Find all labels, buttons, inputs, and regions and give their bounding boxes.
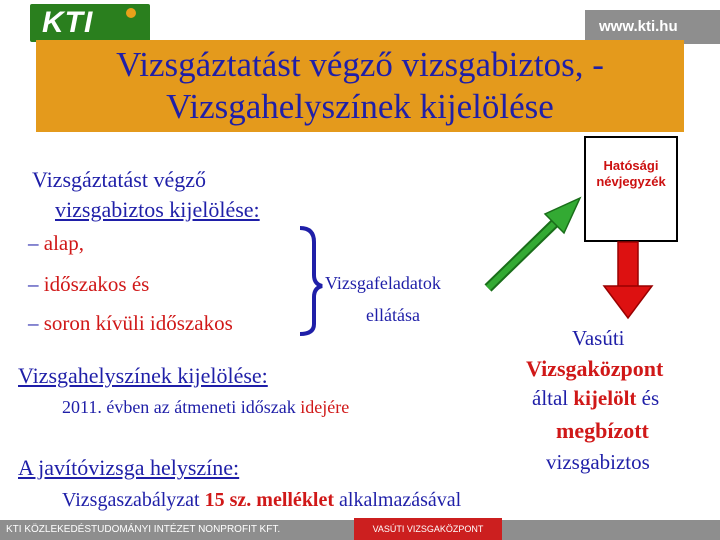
green-arrow-icon	[488, 198, 580, 288]
item-text: soron kívüli időszakos	[43, 311, 233, 335]
rule-suffix: alkalmazásával	[334, 489, 462, 511]
item-text: alap,	[43, 231, 84, 255]
dash: –	[28, 272, 44, 296]
footer-badge-text: VASÚTI VIZSGAKÖZPONT	[372, 524, 484, 534]
title-line-1: Vizsgáztatást végző vizsgabiztos, -	[116, 45, 604, 84]
item-text: időszakos és	[43, 272, 150, 296]
right-line-2: Vizsgaközpont	[526, 356, 664, 381]
dash: –	[28, 311, 44, 335]
rule-bold: 15 sz. melléklet	[204, 489, 335, 511]
heading-locations: Vizsgahelyszínek kijelölése:	[18, 363, 268, 388]
period-red: idejére	[300, 397, 350, 417]
url-text: www.kti.hu	[599, 18, 678, 35]
right-line-4: megbízott	[556, 418, 649, 443]
right-line-3-prefix: által	[532, 386, 574, 410]
right-line-1: Vasúti	[572, 326, 625, 350]
right-line-5: vizsgabiztos	[546, 450, 650, 474]
stamp-line-1: Hatósági	[603, 158, 659, 173]
rule-prefix: Vizsgaszabályzat	[62, 489, 205, 511]
heading-examiner-line-2: vizsgabiztos kijelölése:	[55, 197, 260, 222]
bracket-label-2: ellátása	[366, 305, 420, 325]
right-line-3-suffix: és	[636, 386, 660, 410]
dash: –	[28, 231, 44, 255]
heading-retake: A javítóvizsga helyszíne:	[18, 455, 240, 480]
bracket-label-1: Vizsgafeladatok	[325, 273, 441, 293]
title-line-2: Vizsgahelyszínek kijelölése	[166, 87, 554, 126]
heading-examiner-line-1: Vizsgáztatást végző	[32, 167, 206, 192]
right-line-3-bold: kijelölt	[573, 386, 637, 410]
footer-company: KTI KÖZLEKEDÉSTUDOMÁNYI INTÉZET NONPROFIT KFT.	[6, 524, 281, 535]
curly-brace-icon	[300, 228, 322, 334]
footer-badge	[354, 518, 502, 540]
red-arrow-icon	[604, 242, 652, 318]
stamp-line-2: névjegyzék	[596, 174, 666, 189]
logo-text: KTI	[42, 6, 94, 39]
period-prefix: 2011. évben az átmeneti időszak	[62, 397, 301, 417]
